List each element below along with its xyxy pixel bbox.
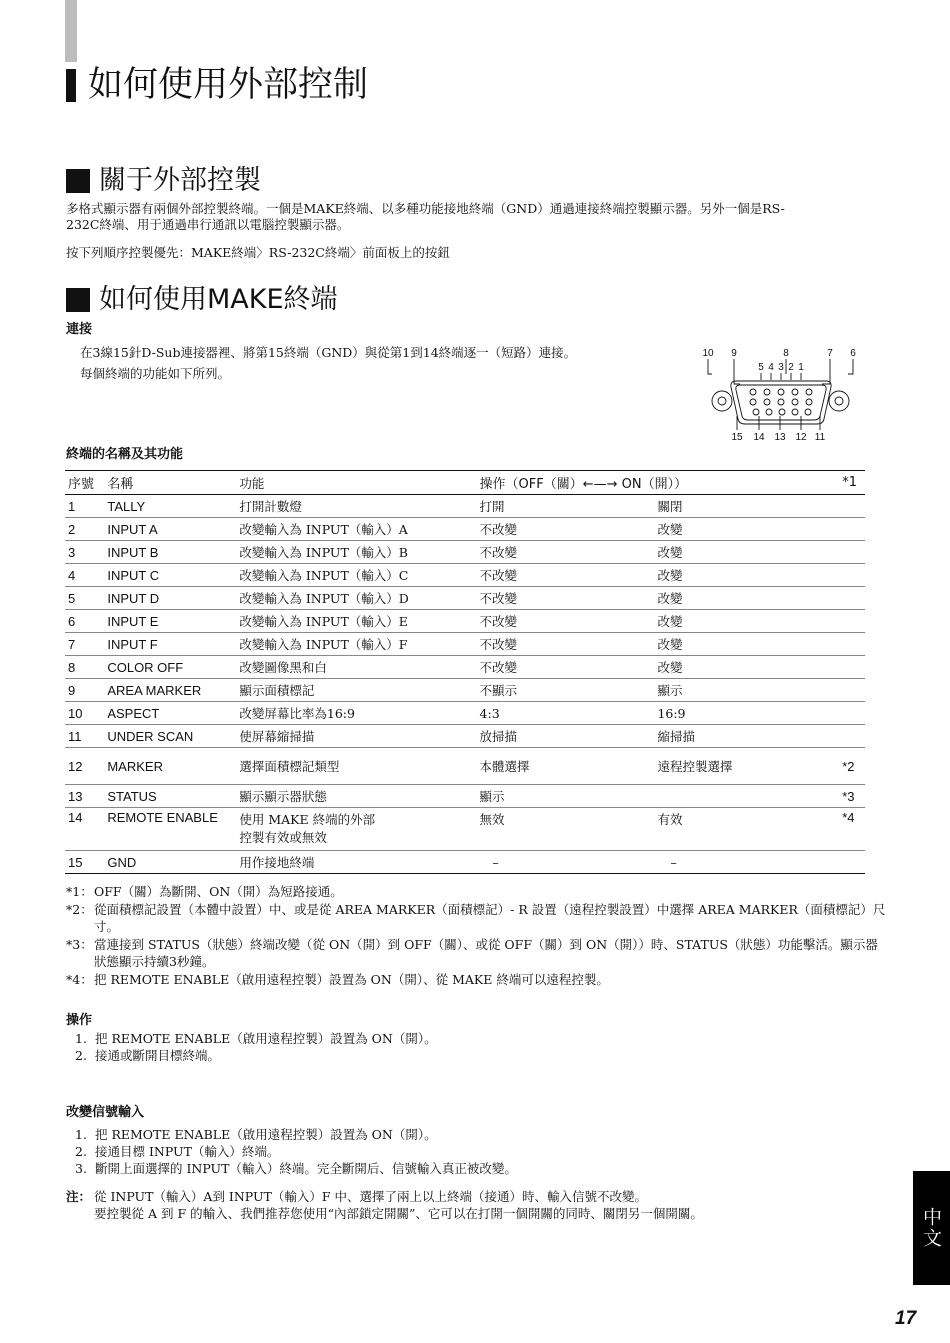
title-marker [66,69,76,102]
pin-label-2: 2 [788,362,794,373]
cell-on: 改變 [654,656,839,679]
section-marker [66,288,90,312]
cell-off: 不改變 [477,633,655,656]
table-body [65,495,865,874]
pin-label-15: 15 [731,432,743,443]
cell-on: 改變 [654,564,839,587]
cell-number: 12 [65,748,104,785]
table-row [65,587,865,610]
language-tab [913,1171,950,1285]
cell-function: 改變輸入為 INPUT（輸入）A [236,518,476,541]
cell-off: 打開 [477,495,655,518]
list-item: 1. 把 REMOTE ENABLE（啟用遠程控製）設置為 ON（開）。 [75,1127,437,1142]
cell-name: UNDER SCAN [104,725,236,748]
cell-on: 改變 [654,541,839,564]
cell-on: 顯示 [654,679,839,702]
cell-note [839,633,865,656]
cell-off: 不改變 [477,564,655,587]
connect-line2: 每個終端的功能如下所列。 [80,366,231,381]
cell-function: 改變輸入為 INPUT（輸入）C [236,564,476,587]
pin-label-12: 12 [795,432,807,443]
operation-steps [75,1030,437,1064]
cell-off: 放掃描 [477,725,655,748]
cell-on: 改變 [654,610,839,633]
cell-off: 不改變 [477,518,655,541]
section-title-external-control [66,164,261,198]
footnote [66,883,886,901]
operation-heading: 操作 [66,1013,93,1028]
footnote-text: OFF（關）為斷開、ON（開）為短路接通。 [94,884,343,899]
cell-number: 8 [65,656,104,679]
connect-line1: 在3線15針D-Sub連接器裡、將第15終端（GND）與從第1到14終端逐一（短路）連接。 [80,345,577,360]
footnote-text: 從面積標記設置（本體中設置）中、或是從 AREA MARKER（面積標記）- R 設置（遠程控製設置）中選擇 AREA MARKER（面積標記）尺寸。 [94,901,886,934]
cell-note [839,587,865,610]
cell-number: 5 [65,587,104,610]
cell-note [839,541,865,564]
cell-note [839,610,865,633]
cell-on: 16:9 [654,702,839,725]
pin-label-6: 6 [850,348,856,359]
section1-line2: 232C終端、用于通過串行通訊以電腦控製顯示器。 [66,217,350,232]
cell-number: 2 [65,518,104,541]
section1-line1: 多格式顯示器有兩個外部控製終端。一個是MAKE終端、以多種功能接地終端（GND）通過連接終端控製顯示器。另外一個是RS- [66,201,785,216]
footnote-mark: *3： [66,936,93,952]
cell-off: 無效 [477,808,655,851]
pin-label-11: 11 [814,432,826,443]
table-row [65,541,865,564]
note-label: 注： [66,1189,92,1204]
note-block [66,1188,703,1222]
pin-label-8: 8 [783,348,789,359]
pin-label-14: 14 [753,432,765,443]
dsub-connector-diagram [698,344,868,444]
note-line1: 從 INPUT（輸入）A到 INPUT（輸入）F 中、選擇了兩上以上終端（接通）時、輸入信號不改變。 [94,1189,647,1204]
header-function: 功能 [236,471,476,495]
section-title-text: 如何使用MAKE終端 [99,284,338,315]
table-row [65,495,865,518]
cell-function: 打開計數燈 [236,495,476,518]
cell-on: 有效 [654,808,839,851]
cell-on: 改變 [654,587,839,610]
table-row [65,633,865,656]
footnotes [66,883,886,988]
cell-on: 遠程控製選擇 [654,748,839,785]
footnote-mark: *1： [66,884,93,899]
cell-on: 改變 [654,518,839,541]
pin-label-3: 3 [778,362,784,373]
cell-function: 改變輸入為 INPUT（輸入）D [236,587,476,610]
table-header-row [65,471,865,495]
note-line2: 要控製從 A 到 F 的輸入、我們推荐您使用“內部鎖定開關”、它可以在打開一個開關的同時、關閉另一個開關。 [94,1206,703,1221]
pin-label-4: 4 [768,362,774,373]
footnote [66,971,886,989]
section1-paragraph [66,201,896,233]
cell-function: 改變輸入為 INPUT（輸入）B [236,541,476,564]
cell-function: 顯示面積標記 [236,679,476,702]
header-operation: 操作（OFF（關）←—→ ON（開）） [477,471,840,495]
cell-name: INPUT E [104,610,236,633]
header-note: *1 [839,471,865,495]
cell-number: 1 [65,495,104,518]
cell-note [839,564,865,587]
cell-function: 改變輸入為 INPUT（輸入）E [236,610,476,633]
table-row [65,851,865,874]
section-title-make-terminal [66,283,338,317]
cell-name: AREA MARKER [104,679,236,702]
table-row [65,656,865,679]
section-title-text: 關于外部控製 [99,165,261,196]
cell-on: 關閉 [654,495,839,518]
cell-off: 不改變 [477,541,655,564]
cell-note [839,495,865,518]
cell-name: TALLY [104,495,236,518]
list-item: 2. 接通目標 INPUT（輸入）終端。 [75,1144,280,1159]
cell-on: – [654,851,839,874]
pin-label-13: 13 [774,432,786,443]
cell-name: STATUS [104,785,236,808]
change-input-heading: 改變信號輸入 [66,1105,145,1120]
page-title [66,62,368,108]
cell-number: 14 [65,808,104,851]
pin-label-9: 9 [731,348,737,359]
pin-label-1: 1 [798,362,804,373]
cell-name: INPUT B [104,541,236,564]
cell-number: 11 [65,725,104,748]
footnote-mark: *2： [66,901,93,917]
cell-number: 13 [65,785,104,808]
cell-function: 改變圖像黑和白 [236,656,476,679]
language-tab-label: 中文 [920,1207,942,1249]
table-row [65,725,865,748]
cell-function: 使屏幕縮掃描 [236,725,476,748]
cell-name: COLOR OFF [104,656,236,679]
cell-note [839,725,865,748]
cell-off: 不改變 [477,656,655,679]
cell-function: 改變屏幕比率為16:9 [236,702,476,725]
cell-note: *2 [839,748,865,785]
pin-label-7: 7 [827,348,833,359]
change-input-steps [75,1126,517,1177]
cell-function: 顯示顯示器狀態 [236,785,476,808]
cell-number: 4 [65,564,104,587]
cell-on [654,785,839,808]
cell-note [839,851,865,874]
list-item: 3. 斷開上面選擇的 INPUT（輸入）終端。完全斷開后、信號輸入真正被改變。 [75,1161,517,1176]
cell-on: 縮掃描 [654,725,839,748]
cell-note [839,656,865,679]
table-row [65,785,865,808]
cell-on: 改變 [654,633,839,656]
cell-off: 本體選擇 [477,748,655,785]
cell-name: MARKER [104,748,236,785]
footnote [66,936,886,971]
cell-off: 4:3 [477,702,655,725]
table-row [65,748,865,785]
cell-off: 不顯示 [477,679,655,702]
cell-off: – [477,851,655,874]
terminal-function-table [65,470,865,874]
cell-note: *3 [839,785,865,808]
cell-name: INPUT D [104,587,236,610]
cell-off: 不改變 [477,587,655,610]
table-row [65,564,865,587]
header-bar [65,0,77,62]
cell-function: 改變輸入為 INPUT（輸入）F [236,633,476,656]
header-name: 名稱 [104,471,236,495]
section-marker [66,169,90,193]
cell-off: 顯示 [477,785,655,808]
cell-number: 6 [65,610,104,633]
table-heading: 終端的名稱及其功能 [66,447,184,462]
cell-note: *4 [839,808,865,851]
connect-paragraph [80,345,576,382]
cell-number: 15 [65,851,104,874]
table-row [65,518,865,541]
page-title-text: 如何使用外部控制 [88,65,369,105]
cell-name: INPUT C [104,564,236,587]
cell-function: 選擇面積標記類型 [236,748,476,785]
cell-name: INPUT F [104,633,236,656]
footnote-mark: *4： [66,971,93,987]
list-item: 2. 接通或斷開目標終端。 [75,1048,221,1063]
table-row [65,610,865,633]
cell-note [839,702,865,725]
cell-name: REMOTE ENABLE [104,808,236,851]
table-row [65,702,865,725]
cell-name: ASPECT [104,702,236,725]
list-item: 1. 把 REMOTE ENABLE（啟用遠程控製）設置為 ON（開）。 [75,1031,437,1046]
footnote-text: 當連接到 STATUS（狀態）終端改變（從 ON（開）到 OFF（關）、或從 OFF（關）到 ON（開））時、STATUS（狀態）功能擊活。顯示器狀態顯示持續3秒鐘。 [94,936,878,969]
cell-number: 9 [65,679,104,702]
cell-off: 不改變 [477,610,655,633]
header-number: 序號 [65,471,104,495]
cell-name: INPUT A [104,518,236,541]
cell-name: GND [104,851,236,874]
pin-label-10: 10 [702,348,714,359]
table-row [65,679,865,702]
footnote-text: 把 REMOTE ENABLE（啟用遠程控製）設置為 ON（開）、從 MAKE 終端可以遠程控製。 [94,971,609,987]
pin-label-5: 5 [758,362,764,373]
cell-number: 7 [65,633,104,656]
page-number: 17 [895,1308,917,1329]
cell-note [839,518,865,541]
footnote [66,901,886,936]
connect-heading: 連接 [66,322,93,337]
cell-note [839,679,865,702]
cell-number: 10 [65,702,104,725]
cell-number: 3 [65,541,104,564]
cell-function: 使用 MAKE 終端的外部 控製有效或無效 [236,808,476,851]
table-row [65,808,865,851]
cell-function: 用作接地終端 [236,851,476,874]
priority-paragraph: 按下列順序控製優先：MAKE終端〉RS-232C終端〉前面板上的按鈕 [66,245,450,260]
